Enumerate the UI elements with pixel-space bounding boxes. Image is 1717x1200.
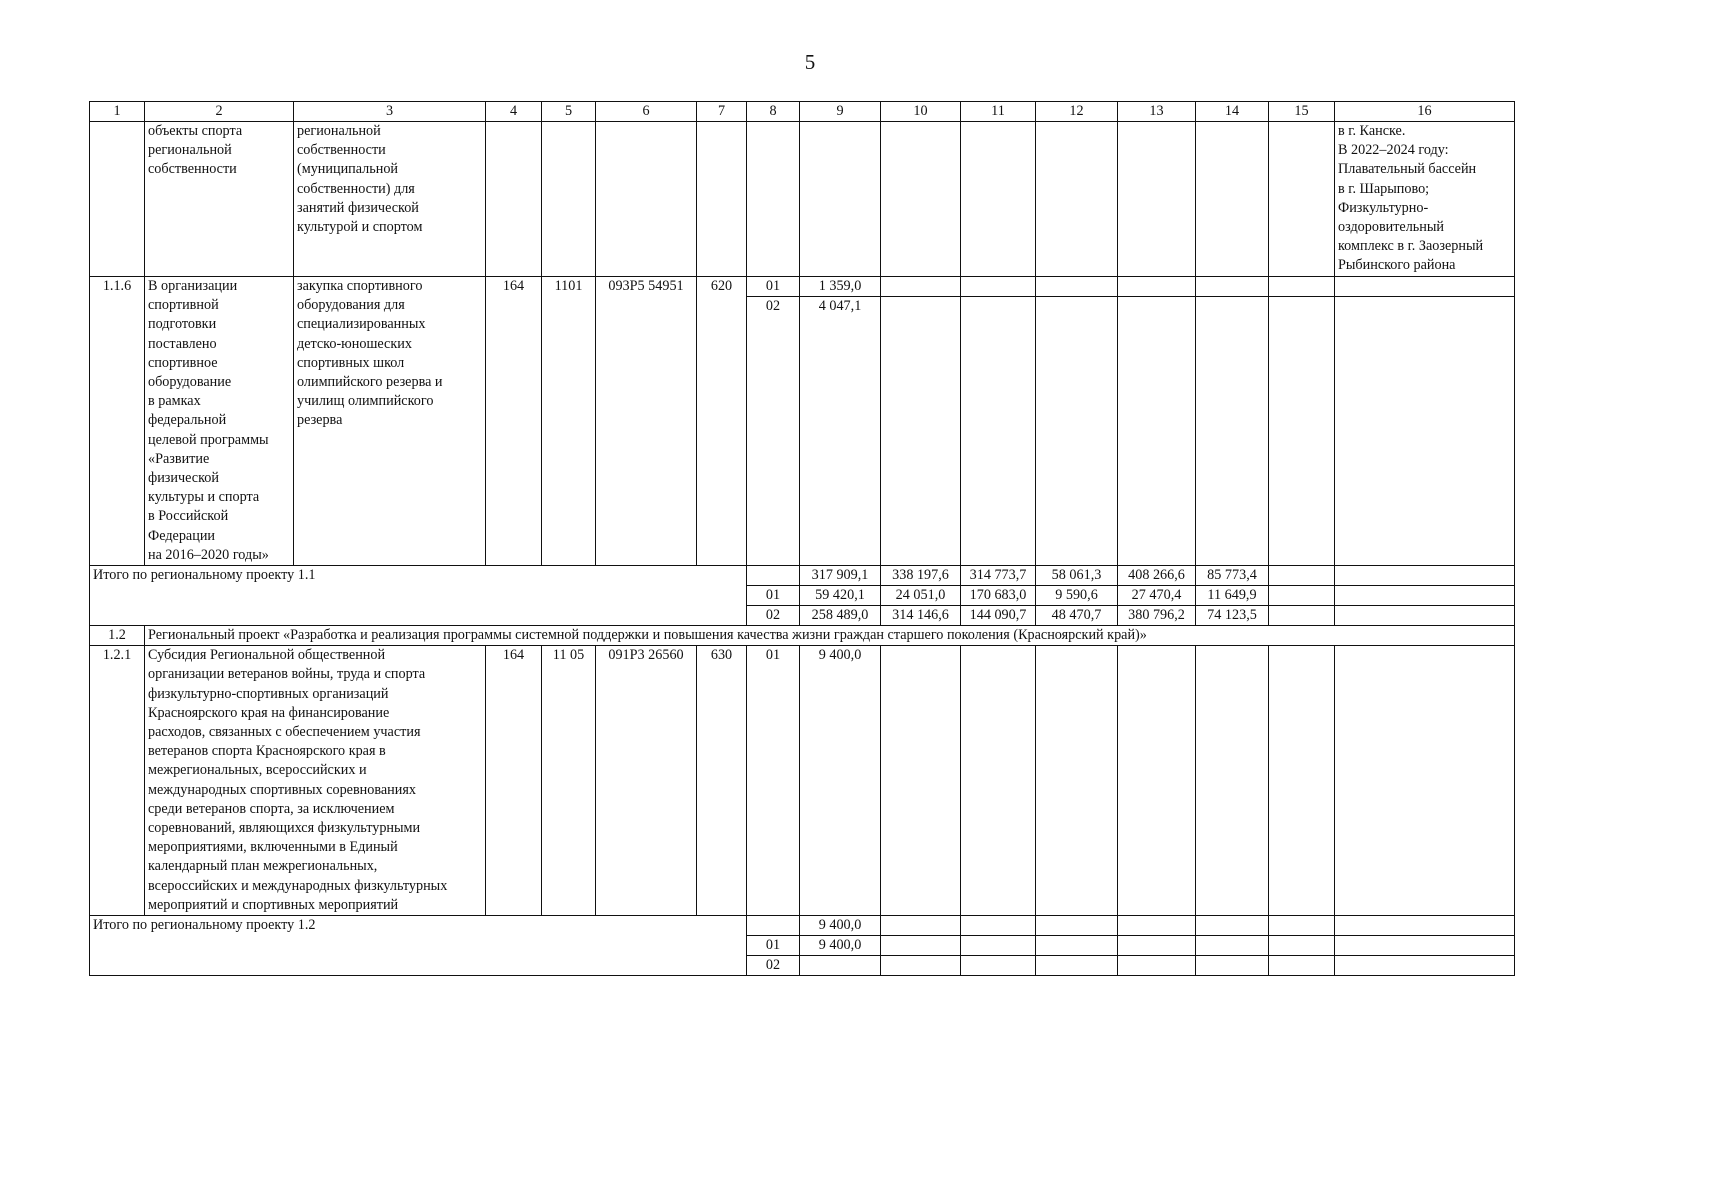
table-cell <box>1118 956 1196 976</box>
table-cell <box>1196 936 1269 956</box>
table-cell-value: 48 470,7 <box>1036 606 1118 626</box>
table-cell-value: 9 400,0 <box>800 936 881 956</box>
table-cell <box>1036 956 1118 976</box>
total-label: Итого по региональному проекту 1.1 <box>90 566 747 626</box>
table-cell <box>1196 297 1269 566</box>
table-cell <box>90 122 145 277</box>
table-cell <box>1118 646 1196 916</box>
total-label: Итого по региональному проекту 1.2 <box>90 916 747 976</box>
table-cell-code <box>747 916 800 936</box>
table-cell <box>1269 956 1335 976</box>
table-cell <box>1269 297 1335 566</box>
table-cell <box>1335 566 1515 586</box>
table-cell-value: 9 400,0 <box>800 916 881 936</box>
column-header: 9 <box>800 102 881 122</box>
table-cell-code <box>747 566 800 586</box>
table-cell <box>961 297 1036 566</box>
table-cell <box>596 122 697 277</box>
table-cell <box>747 122 800 277</box>
table-cell <box>1335 916 1515 936</box>
table-cell <box>1036 297 1118 566</box>
table-row-1-1-6 <box>90 277 1515 297</box>
column-header: 14 <box>1196 102 1269 122</box>
table-cell <box>1036 936 1118 956</box>
column-header: 7 <box>697 102 747 122</box>
table-cell <box>1335 936 1515 956</box>
table-cell <box>1269 277 1335 297</box>
table-cell <box>961 936 1036 956</box>
table-cell <box>1036 646 1118 916</box>
table-cell-activity: закупка спортивного оборудования для специализированных детско-юношеских спортивных школ олимпийского резерва и училищ олимпийского резерва <box>294 277 486 566</box>
table-cell-value: 11 649,9 <box>1196 586 1269 606</box>
table-cell-code: 01 <box>747 646 800 916</box>
table-cell <box>1196 916 1269 936</box>
table-cell <box>1118 277 1196 297</box>
budget-table <box>89 101 1515 976</box>
table-cell <box>1036 122 1118 277</box>
column-header: 6 <box>596 102 697 122</box>
table-cell <box>881 936 961 956</box>
table-cell-description: Субсидия Региональной общественной организации ветеранов войны, труда и спорта физкультурно-спортивных организаций Красноярского края на финансирование расходов, связанных с обеспечением участия ветеранов спорта Красноярского края в межрегиональных, всероссийских и международных спортивных соревнованиях среди ветеранов спорта, за исключением соревнований, являющихся физкультурными мероприятиями, включенными в Единый календарный план межрегиональных, всероссийских и международных физкультурных мероприятий и спортивных мероприятий <box>145 646 486 916</box>
column-header: 16 <box>1335 102 1515 122</box>
table-cell <box>1196 956 1269 976</box>
table-cell <box>1196 646 1269 916</box>
table-cell-value: 317 909,1 <box>800 566 881 586</box>
table-cell <box>1269 586 1335 606</box>
table-cell-value: 58 061,3 <box>1036 566 1118 586</box>
column-header: 10 <box>881 102 961 122</box>
row-number: 1.2.1 <box>90 646 145 916</box>
page-number: 5 <box>804 50 816 74</box>
column-header: 8 <box>747 102 800 122</box>
table-cell <box>542 122 596 277</box>
table-cell <box>881 916 961 936</box>
table-cell <box>1036 277 1118 297</box>
table-cell <box>1196 122 1269 277</box>
table-cell <box>1335 606 1515 626</box>
table-cell <box>1269 606 1335 626</box>
table-cell <box>881 122 961 277</box>
table-cell <box>1118 936 1196 956</box>
table-cell <box>1335 277 1515 297</box>
column-header: 13 <box>1118 102 1196 122</box>
table-cell <box>1118 297 1196 566</box>
table-cell-code: 02 <box>747 956 800 976</box>
table-cell-value: 314 773,7 <box>961 566 1036 586</box>
table-cell-value: 27 470,4 <box>1118 586 1196 606</box>
table-cell <box>1335 646 1515 916</box>
table-cell <box>1335 586 1515 606</box>
table-cell-value: 1 359,0 <box>800 277 881 297</box>
table-cell <box>1118 916 1196 936</box>
table-cell-description: объекты спорта региональной собственности <box>145 122 294 277</box>
row-number: 1.1.6 <box>90 277 145 566</box>
table-cell-value: 408 266,6 <box>1118 566 1196 586</box>
table-row-1-2-1 <box>90 646 1515 916</box>
table-cell <box>1269 122 1335 277</box>
row-number: 1.2 <box>90 626 145 646</box>
table-cell-code: 02 <box>747 606 800 626</box>
table-cell-value <box>800 956 881 976</box>
table-cell-value: 74 123,5 <box>1196 606 1269 626</box>
table-cell-grbs: 164 <box>486 646 542 916</box>
table-cell-activity: региональной собственности (муниципальной собственности) для занятий физической культурой и спортом <box>294 122 486 277</box>
table-cell <box>881 277 961 297</box>
table-cell <box>1335 956 1515 976</box>
table-cell <box>1269 916 1335 936</box>
column-header: 15 <box>1269 102 1335 122</box>
table-cell-value: 314 146,6 <box>881 606 961 626</box>
table-cell <box>1118 122 1196 277</box>
table-cell-code: 02 <box>747 297 800 566</box>
table-cell <box>881 646 961 916</box>
table-cell-code: 01 <box>747 936 800 956</box>
column-number-row <box>90 102 1515 122</box>
table-cell <box>697 122 747 277</box>
section-title: Региональный проект «Разработка и реализация программы системной поддержки и повышения качества жизни граждан старшего поколения (Красноярский край)» <box>145 626 1515 646</box>
table-cell <box>961 956 1036 976</box>
table-cell-value: 380 796,2 <box>1118 606 1196 626</box>
column-header: 12 <box>1036 102 1118 122</box>
table-cell <box>1335 297 1515 566</box>
column-header: 2 <box>145 102 294 122</box>
table-cell <box>1269 646 1335 916</box>
table-cell-expense-type: 630 <box>697 646 747 916</box>
table-cell-value: 338 197,6 <box>881 566 961 586</box>
table-cell-code: 01 <box>747 277 800 297</box>
table-cell <box>800 122 881 277</box>
table-cell <box>961 916 1036 936</box>
table-cell-code: 01 <box>747 586 800 606</box>
table-cell-target: 093P5 54951 <box>596 277 697 566</box>
column-header: 1 <box>90 102 145 122</box>
table-cell-description: В организации спортивной подготовки поставлено спортивное оборудование в рамках федеральной целевой программы «Развитие физической культуры и спорта в Российской Федерации на 2016–2020 годы» <box>145 277 294 566</box>
table-cell-expense-type: 620 <box>697 277 747 566</box>
column-header: 11 <box>961 102 1036 122</box>
table-cell-target: 091P3 26560 <box>596 646 697 916</box>
table-cell <box>881 956 961 976</box>
table-cell <box>1269 566 1335 586</box>
table-cell <box>961 122 1036 277</box>
table-cell-value: 9 590,6 <box>1036 586 1118 606</box>
table-cell-grbs: 164 <box>486 277 542 566</box>
table-cell <box>961 277 1036 297</box>
section-row-1-2 <box>90 626 1515 646</box>
table-cell <box>881 297 961 566</box>
table-cell-value: 144 090,7 <box>961 606 1036 626</box>
column-header: 3 <box>294 102 486 122</box>
table-cell <box>486 122 542 277</box>
column-header: 4 <box>486 102 542 122</box>
table-cell-section: 11 05 <box>542 646 596 916</box>
table-cell-value: 85 773,4 <box>1196 566 1269 586</box>
table-cell <box>961 646 1036 916</box>
table-cell-section: 1101 <box>542 277 596 566</box>
table-row-continuation <box>90 122 1515 277</box>
table-cell-value: 258 489,0 <box>800 606 881 626</box>
table-cell-value: 24 051,0 <box>881 586 961 606</box>
total-row-1-1 <box>90 566 1515 586</box>
table-cell-value: 9 400,0 <box>800 646 881 916</box>
table-cell-note: в г. Канске. В 2022–2024 году: Плавательный бассейн в г. Шарыпово; Физкультурно- оздоровительный комплекс в г. Заозерный Рыбинского района <box>1335 122 1515 277</box>
table-cell-value: 59 420,1 <box>800 586 881 606</box>
table-cell <box>1269 936 1335 956</box>
table-cell <box>1036 916 1118 936</box>
total-row-1-2 <box>90 916 1515 936</box>
table-cell-value: 170 683,0 <box>961 586 1036 606</box>
table-cell <box>1196 277 1269 297</box>
column-header: 5 <box>542 102 596 122</box>
table-cell-value: 4 047,1 <box>800 297 881 566</box>
